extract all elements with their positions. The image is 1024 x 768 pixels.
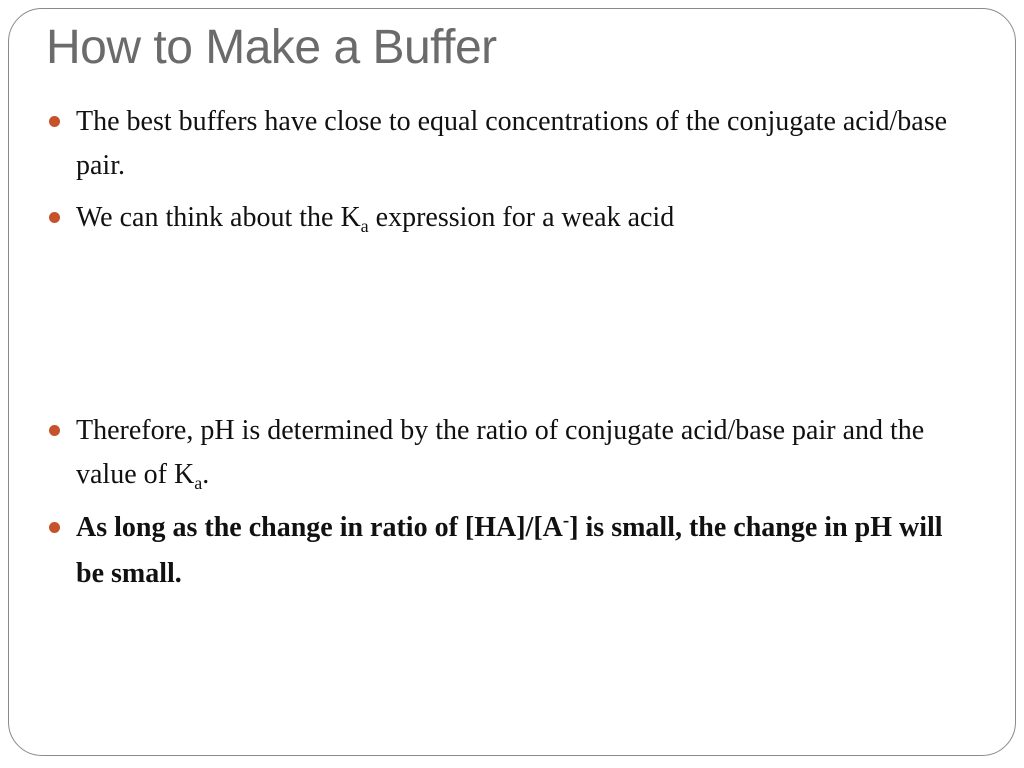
bullet-marker — [49, 425, 60, 436]
bullet-ka-expression — [76, 196, 966, 240]
subscript-a: a — [360, 216, 369, 236]
subscript-a: a — [194, 473, 203, 493]
bullet-ratio-change — [76, 505, 966, 597]
bullet-marker — [49, 212, 60, 223]
slide-title: How to Make a Buffer — [46, 21, 497, 74]
bullet-text-end: expression for a weak acid — [368, 202, 675, 233]
bullet-text-start: Therefore, pH is determined by the ratio of conjugate acid/base pair and the value of K — [76, 415, 925, 490]
bullet-text-end: ] is small, the change in pH will be small. — [76, 512, 943, 589]
bullet-marker — [49, 116, 60, 127]
superscript-minus: - — [562, 510, 570, 531]
bullet-text-end: . — [202, 459, 210, 490]
bullet-text-start: We can think about the K — [76, 202, 361, 233]
bullet-marker — [49, 522, 60, 533]
bullet-ph-ratio — [76, 409, 966, 497]
bullet-text: The best buffers have close to equal concentrations of the conjugate acid/base pair. — [76, 106, 948, 181]
bullet-best-buffers — [76, 100, 966, 188]
bullet-text-start: As long as the change in ratio of [HA]/[A — [76, 512, 563, 543]
